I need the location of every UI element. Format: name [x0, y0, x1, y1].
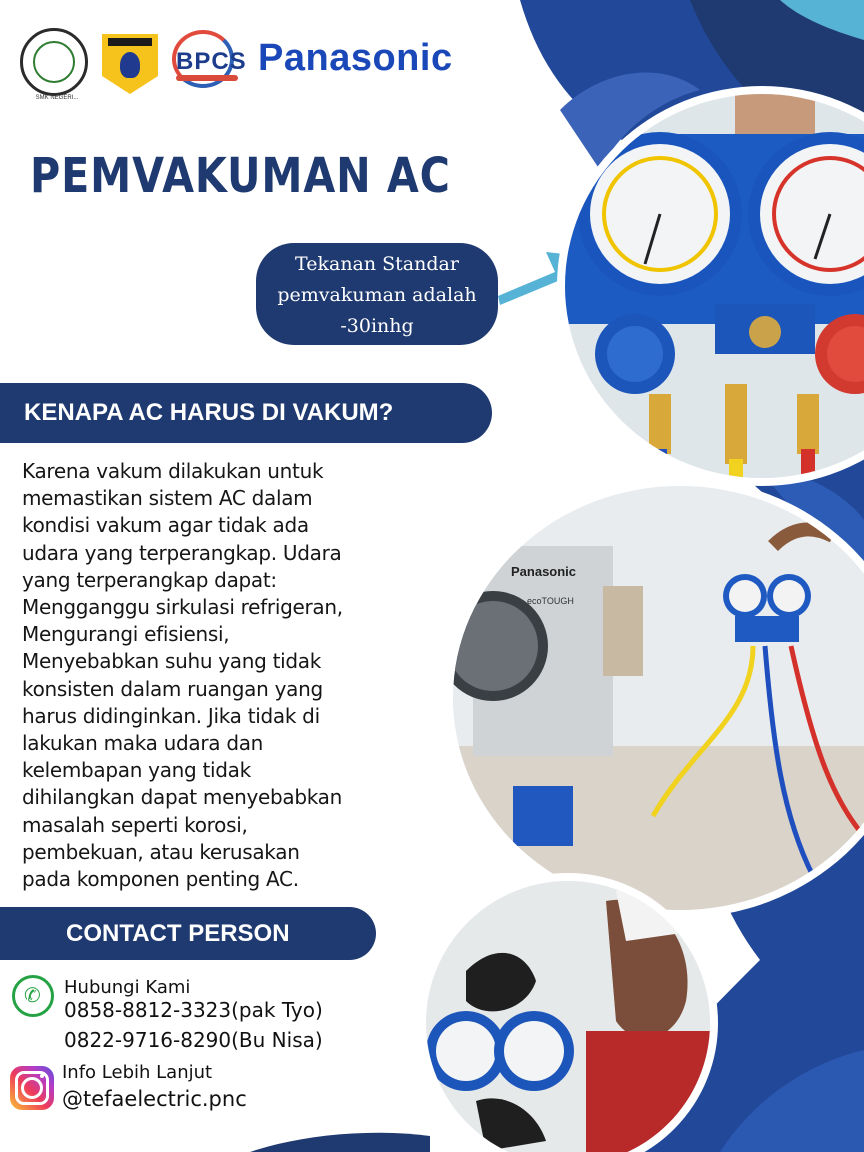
why-line: konsisten dalam ruangan yang — [22, 676, 323, 701]
why-heading: KENAPA AC HARUS DI VAKUM? — [0, 383, 492, 443]
school-logo-icon — [20, 28, 88, 101]
callout-line-3: -30inhg — [340, 315, 414, 337]
why-line: harus didinginkan. Jika tidak di — [22, 703, 320, 728]
whatsapp-label: Hubungi Kami — [64, 977, 191, 998]
bpcs-logo-text: BPCS — [176, 48, 247, 75]
why-line: Mengganggu sirkulasi refrigeran, — [22, 595, 343, 620]
why-line: kelembapan yang tidak — [22, 758, 251, 783]
bpcs-logo-underline — [176, 75, 238, 81]
instagram-lens — [21, 1077, 43, 1099]
instagram-dot — [40, 1074, 44, 1078]
why-line: kondisi vakum agar tidak ada — [22, 513, 309, 538]
why-line: Menyebabkan suhu yang tidak — [22, 649, 321, 674]
why-line: memastikan sistem AC dalam — [22, 486, 313, 511]
contact-heading: CONTACT PERSON — [0, 907, 376, 960]
why-line: lakukan maka udara dan — [22, 731, 264, 756]
outdoor-unit-model: ecoTOUGH — [527, 596, 574, 606]
why-line: masalah seperti korosi, — [22, 812, 248, 837]
instagram-handle[interactable]: @tefaelectric.pnc — [62, 1087, 247, 1111]
why-line: pembekuan, atau kerusakan — [22, 839, 300, 864]
instagram-icon[interactable] — [10, 1066, 54, 1110]
outdoor-unit-brand: Panasonic — [511, 564, 577, 579]
whatsapp-icon[interactable] — [12, 975, 54, 1017]
why-explanation — [22, 458, 402, 893]
outdoor-unit-illustration — [453, 486, 864, 910]
why-line: dihilangkan dapat menyebabkan — [22, 785, 343, 810]
shield-logo-figure — [120, 52, 140, 78]
why-line: pada komponen penting AC. — [22, 867, 299, 892]
school-logo-caption: SMK NEGERI... — [35, 95, 79, 101]
phone-handset-icon: ✆ — [24, 985, 41, 1007]
phone-number-2[interactable]: 0822-9716-8290(Bu Nisa) — [64, 1028, 323, 1052]
why-line: Karena vakum dilakukan untuk — [22, 459, 324, 483]
bpcs-logo-icon — [172, 30, 247, 92]
phone-number-1[interactable]: 0858-8812-3323(pak Tyo) — [64, 998, 323, 1022]
manifold-gauge-illustration — [565, 94, 864, 478]
vacuum-standard-callout — [256, 243, 498, 345]
shield-logo-bar — [108, 38, 152, 46]
school-logo-emblem — [33, 41, 75, 83]
why-line: Mengurangi efisiensi, — [22, 622, 230, 647]
instagram-label: Info Lebih Lanjut — [62, 1062, 213, 1083]
callout-line-2: pemvakuman adalah — [277, 284, 477, 306]
page-title: PEMVAKUMAN AC — [30, 148, 451, 204]
panasonic-brand: Panasonic — [258, 37, 453, 79]
technician-illustration — [426, 881, 710, 1152]
why-line: udara yang terperangkap. Udara — [22, 540, 342, 565]
callout-line-1: Tekanan Standar — [295, 253, 459, 275]
why-line: yang terperangkap dapat: — [22, 567, 277, 592]
